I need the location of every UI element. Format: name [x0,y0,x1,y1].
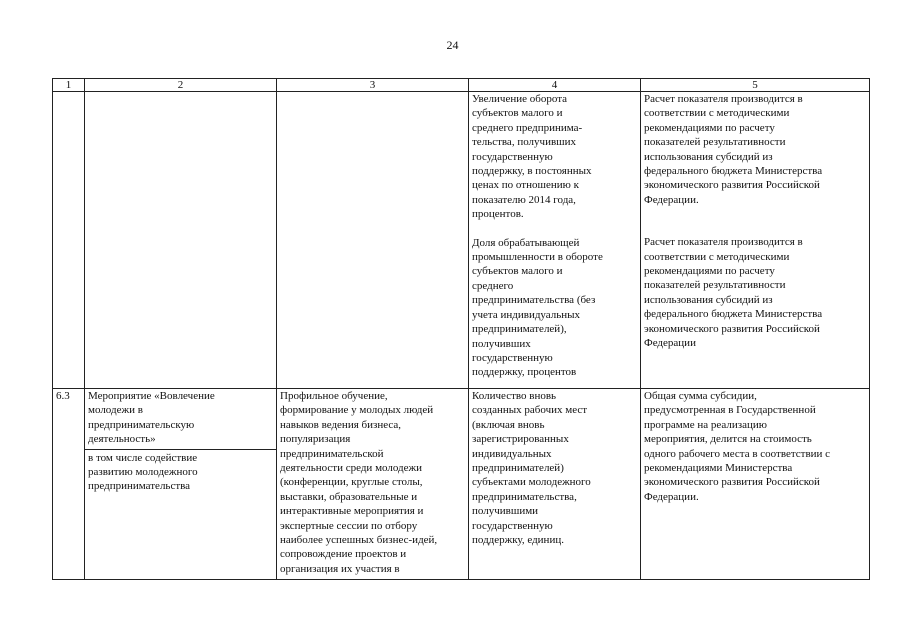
row2-method-cell [641,389,870,580]
header-col-2: 2 [85,79,277,92]
row1-method-cell [641,92,870,389]
activity-content: Профильное обучение, формирование у молодых людей навыков ведения бизнеса, популяризация предпринимательской деятельности среди молодежи (конференции, круглые столы, выставки, образовательные и интерактивные мероприятия и экспертные сессии по отбору наиболее успешных бизнес-идей, сопровождение проектов и организация их участия в [280,390,438,575]
program-table [52,78,870,580]
row1-num-cell [53,92,85,389]
header-row [53,79,870,92]
header-col-1: 1 [53,79,85,92]
row2-num-cell: 6.3 [53,389,85,580]
activity-title: Мероприятие «Вовлечение молодежи в предпринимательскую деятельность» [88,390,215,446]
row1-activity-cell [85,92,277,389]
row1-content-cell [277,92,469,389]
indicator-turnover: Увеличение оборота субъектов малого и среднего предпринима- тельства, получивших государственную поддержку, в постоянных ценах по отношению к показателю 2014 года, процентов. [472,93,592,221]
row2-content-cell [277,389,469,580]
indicator-manufacturing-share: Доля обрабатывающей промышленности в обороте субъектов малого и среднего предпринимательства (без учета индивидуальных предпринимателей), получивших государственную поддержку, процентов [472,236,603,379]
indicator-jobs-created: Количество вновь созданных рабочих мест (включая вновь зарегистрированных индивидуальных предпринимателей) субъектами молодежного предпринимательства, получившими государственную поддержку, единиц. [472,390,591,547]
method-manufacturing-share: Расчет показателя производится в соответствии с методическими рекомендациями по расчету показателей результативности использования субсидий из федерального бюджета Министерства экономического развития Российской Федерации [644,236,823,350]
header-col-5: 5 [641,79,870,92]
row2-activity-cell [85,389,277,580]
header-col-4: 4 [469,79,641,92]
header-col-3: 3 [277,79,469,92]
table-row [53,389,870,580]
method-jobs-created: Общая сумма субсидии, предусмотренная в Государственной программе на реализацию мероприятия, делится на стоимость одного рабочего места в соответствии с рекомендациями Министерства экономического развития Российской Федерации. [644,390,831,503]
row2-indicator-cell [469,389,641,580]
row1-indicator-cell [469,92,641,389]
activity-subtitle: в том числе содействие развитию молодежного предпринимательства [85,449,276,494]
method-turnover: Расчет показателя производится в соответствии с методическими рекомендациями по расчету показателей результативности использования субсидий из федерального бюджета Министерства экономического развития Российской Федерации. [644,93,823,206]
page-number: 24 [446,38,459,52]
table-row [53,92,870,389]
